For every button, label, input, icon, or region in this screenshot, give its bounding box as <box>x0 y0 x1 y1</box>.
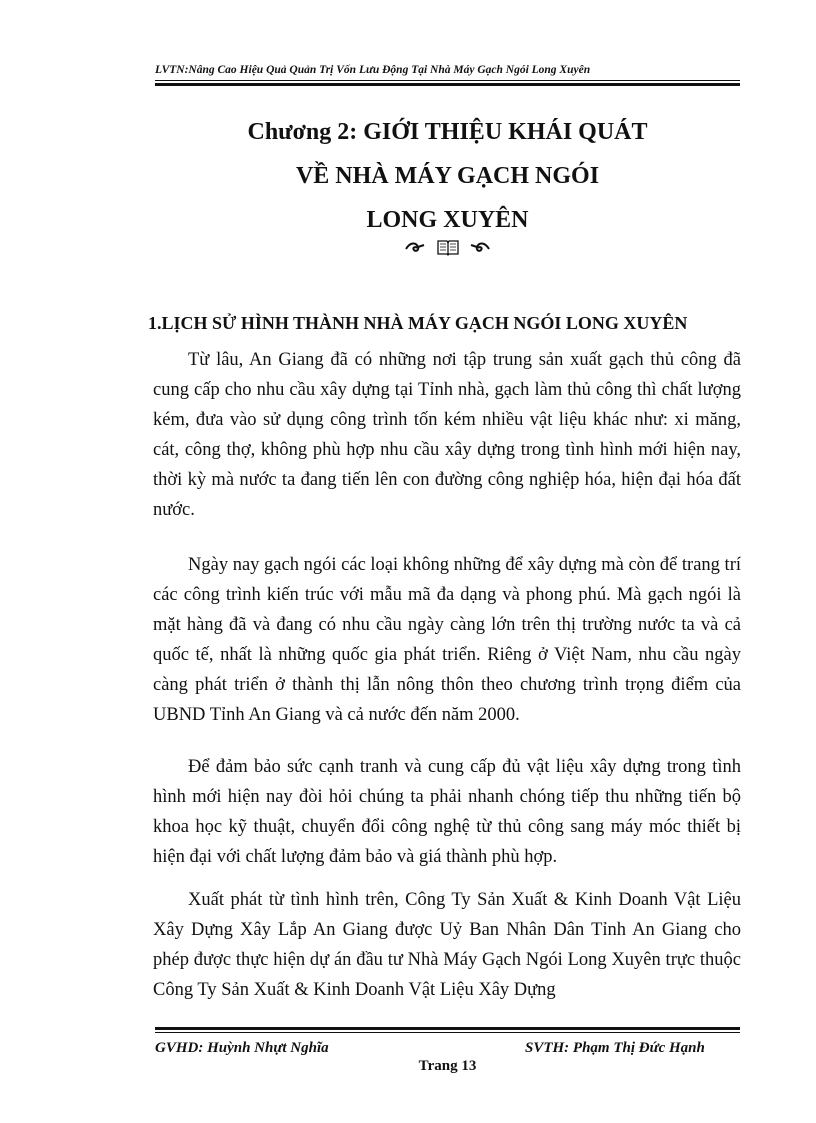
footer-rule-thin <box>155 1032 740 1033</box>
footer-rule-thick <box>155 1027 740 1030</box>
fleuron-right-icon <box>469 236 491 255</box>
paragraph-2: Ngày nay gạch ngói các loại không những để xây dựng mà còn để trang trí các công trình kiến trúc với mẫu mã đa dạng và phong phú. Mà gạch ngói là mặt hàng đã và đang có nhu cầu ngày càng lớn trên thị trường nước ta và cả quốc tế, nhất là những quốc gia phát triển. Riêng ở Việt Nam, nhu cầu ngày càng phát triển ở thành thị lẫn nông thôn theo chương trình trọng điểm của UBND Tỉnh An Giang và cả nước đến năm 2000. <box>153 555 741 725</box>
chapter-title-line-2: VỀ NHÀ MÁY GẠCH NGÓI <box>295 163 600 189</box>
header-rule-thick <box>155 83 740 86</box>
footer-student: SVTH: Phạm Thị Đức Hạnh <box>525 1040 705 1056</box>
footer-advisor: GVHD: Huỳnh Nhựt Nghĩa <box>155 1040 329 1056</box>
running-header: LVTN:Nâng Cao Hiệu Quả Quản Trị Vốn Lưu Động Tại Nhà Máy Gạch Ngói Long Xuyên <box>155 64 591 76</box>
ornament-row <box>155 236 740 256</box>
paragraph-4: Xuất phát từ tình hình trên, Công Ty Sản Xuất & Kinh Doanh Vật Liệu Xây Dựng Xây Lắp An Giang được Uỷ Ban Nhân Dân Tỉnh An Giang cho phép được thực hiện dự án đầu tư Nhà Máy Gạch Ngói Long Xuyên trực thuộc Công Ty Sản Xuất & Kinh Doanh Vật Liệu Xây Dựng <box>153 890 741 1000</box>
section-heading: 1.LỊCH SỬ HÌNH THÀNH NHÀ MÁY GẠCH NGÓI LONG XUYÊN <box>148 313 688 333</box>
paragraph-1: Từ lâu, An Giang đã có những nơi tập trung sản xuất gạch thủ công đã cung cấp cho nhu cầu xây dựng tại Tỉnh nhà, gạch làm thủ công thì chất lượng kém, đưa vào sử dụng công trình tốn kém nhiều vật liệu khác như: xi măng, cát, công thợ, không phù hợp nhu cầu xây dựng trong tình hình mới hiện nay, thời kỳ mà nước ta đang tiến lên con đường công nghiệp hóa, hiện đại hóa đất nước. <box>153 350 741 520</box>
open-book-icon <box>437 236 469 255</box>
fleuron-left-icon <box>404 236 436 255</box>
chapter-title <box>155 110 740 242</box>
chapter-title-line-1: Chương 2: GIỚI THIỆU KHÁI QUÁT <box>247 119 648 145</box>
paragraph-3: Để đảm bảo sức cạnh tranh và cung cấp đủ vật liệu xây dựng trong tình hình mới hiện nay đòi hỏi chúng ta phải nhanh chóng tiếp thu những tiến bộ khoa học kỹ thuật, chuyển đổi công nghệ từ thủ công sang máy móc thiết bị hiện đại với chất lượng đảm bảo và giá thành phù hợp. <box>153 757 741 867</box>
header-rule-thin <box>155 80 740 81</box>
chapter-title-line-3: LONG XUYÊN <box>366 207 529 233</box>
page-number: Trang 13 <box>418 1058 477 1074</box>
